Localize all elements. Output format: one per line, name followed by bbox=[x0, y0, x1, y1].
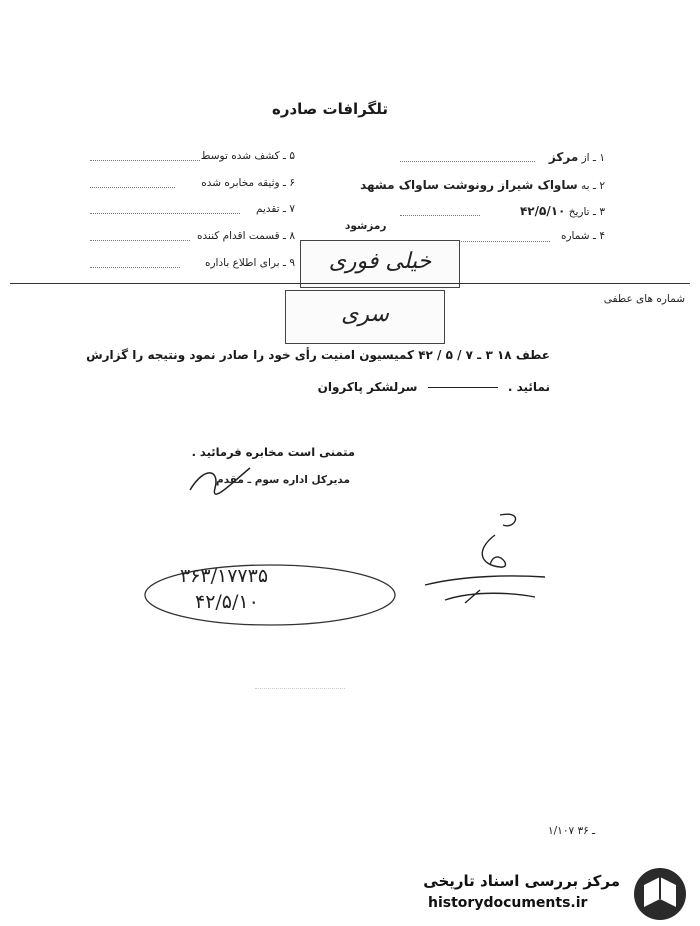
logo-url: historydocuments.ir bbox=[428, 895, 588, 911]
logo-title: مرکز بررسی اسناد تاریخی bbox=[423, 872, 620, 890]
note-line-2: مدیرکل اداره سوم ـ مقدم bbox=[216, 474, 350, 486]
code-label: رمزشود bbox=[345, 220, 387, 232]
faint-mark bbox=[255, 688, 345, 689]
field-dots bbox=[90, 267, 180, 268]
body-line-2-text: نمائید . bbox=[507, 380, 550, 394]
field-label: ـ برای اطلاع باداره bbox=[204, 257, 287, 269]
logo-icon bbox=[630, 865, 692, 923]
field-label: ـ به bbox=[581, 180, 597, 192]
field-num: ۹ bbox=[289, 257, 295, 269]
field-num: ۳ bbox=[599, 206, 605, 218]
field-num: ۶ bbox=[289, 177, 295, 189]
field-label: ـ شماره bbox=[560, 230, 597, 242]
field-label: ـ کشف شده توسط bbox=[200, 150, 287, 162]
secret-stamp bbox=[285, 290, 445, 344]
field-for-info bbox=[205, 257, 295, 269]
field-label: ـ تقدیم bbox=[255, 203, 287, 215]
field-label: ـ از bbox=[581, 152, 597, 164]
field-from-value: مرکز bbox=[548, 150, 579, 164]
field-date-value: ۴۲/۵/۱۰ bbox=[519, 204, 566, 218]
field-sent-doc bbox=[201, 177, 295, 189]
field-num: ۲ bbox=[599, 180, 605, 192]
signature bbox=[405, 505, 555, 615]
body-line-2-dash bbox=[428, 387, 498, 388]
field-dots bbox=[90, 187, 175, 188]
stamp-number: ۳۶۳/۱۷۷۳۵ bbox=[180, 565, 269, 587]
field-num: ۴ bbox=[599, 230, 605, 242]
field-to-value: ساواک شیراز رونوشت ساواک مشهد bbox=[360, 178, 578, 192]
divider-line bbox=[10, 283, 690, 284]
field-number bbox=[561, 230, 605, 242]
field-label: ـ تاریخ bbox=[568, 206, 597, 218]
stamp-date: ۴۲/۵/۱۰ bbox=[195, 591, 259, 613]
field-date-dots bbox=[400, 215, 480, 216]
body-signature-name: سرلشکر پاکروان bbox=[317, 380, 418, 394]
reference-label: شماره های عطفی bbox=[603, 293, 685, 305]
body-line-1: عطف ۱۸ ۳ ـ ۷ / ۵ / ۴۲ کمیسیون امنیت رأی خود را صادر نمود ونتیجه را گزارش bbox=[86, 348, 550, 362]
field-num: ۱ bbox=[599, 152, 605, 164]
note-line-1: متمنی است مخابره فرمائید . bbox=[191, 445, 355, 459]
field-action-section bbox=[197, 230, 295, 242]
urgent-stamp-text: خیلی فوری bbox=[328, 249, 432, 274]
field-dots bbox=[90, 240, 190, 241]
field-label: ـ وثیقه مخابره شده bbox=[201, 177, 287, 189]
urgent-stamp bbox=[300, 240, 460, 288]
field-dots bbox=[90, 213, 240, 214]
field-to bbox=[360, 178, 605, 192]
field-dots bbox=[90, 160, 200, 161]
field-decoded-by bbox=[201, 150, 295, 162]
field-date bbox=[520, 204, 605, 218]
document-title: تلگرافات صادره bbox=[271, 100, 388, 118]
field-num: ۵ bbox=[289, 150, 295, 162]
field-num: ۸ bbox=[289, 230, 295, 242]
field-num: ۷ bbox=[289, 203, 295, 215]
field-label: ـ قسمت اقدام کننده bbox=[196, 230, 287, 242]
oval-registration-stamp bbox=[140, 560, 400, 630]
secret-stamp-text: سری bbox=[341, 302, 389, 327]
footer-code: ۱/۱۰۷ ـ ۳۶ bbox=[548, 825, 596, 837]
field-from-dots bbox=[400, 161, 535, 162]
field-submitted bbox=[256, 203, 295, 215]
body-line-2 bbox=[318, 380, 550, 394]
initials-scribble bbox=[180, 460, 260, 500]
field-from-number bbox=[549, 150, 605, 164]
